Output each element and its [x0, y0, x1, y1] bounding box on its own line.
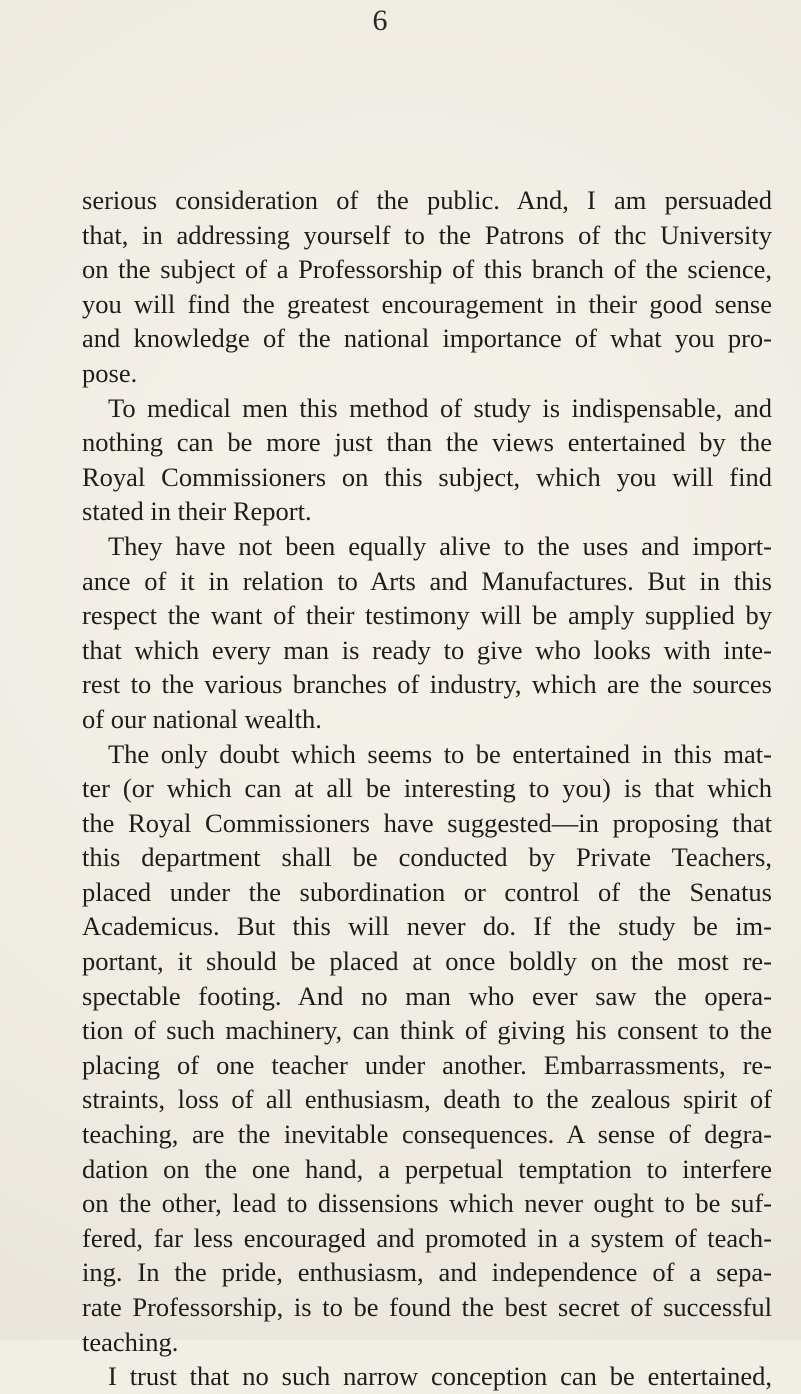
- text-line: ing. In the pride, enthusiasm, and independence of a sepa-: [82, 1257, 772, 1288]
- text-line: straints, loss of all enthusiasm, death to the zealous spirit of: [82, 1084, 772, 1115]
- text-line: To medical men this method of study is indispensable, and: [108, 392, 772, 423]
- text-line: respect the want of their testimony will be amply supplied by: [82, 600, 772, 631]
- text-line: nothing can be more just than the views entertained by the: [82, 427, 772, 458]
- text-line: teaching, are the inevitable consequences. A sense of degra-: [82, 1119, 772, 1150]
- text-line: rate Professorship, is to be found the best secret of successful: [82, 1292, 772, 1322]
- text-line: portant, it should be placed at once boldly on the most re-: [82, 946, 772, 977]
- text-line: the Royal Commissioners have suggested—in proposing that: [82, 807, 772, 838]
- text-line: stated in their Report.: [82, 496, 312, 527]
- text-line: that, in addressing yourself to the Patrons of thc University: [82, 219, 772, 250]
- text-line: teaching.: [82, 1326, 179, 1357]
- text-line: placing of one teacher under another. Embarrassments, re-: [82, 1049, 772, 1080]
- text-line: you will find the greatest encouragement in their good sense: [82, 288, 772, 319]
- text-line: on the other, lead to dissensions which never ought to be suf-: [82, 1188, 772, 1219]
- body-text: [82, 183, 772, 1394]
- text-line: dation on the one hand, a perpetual temptation to interfere: [82, 1153, 772, 1184]
- text-line: They have not been equally alive to the uses and import-: [108, 530, 772, 561]
- text-line: of our national wealth.: [82, 703, 322, 734]
- text-line: that which every man is ready to give who looks with inte-: [82, 634, 772, 665]
- text-line: this department shall be conducted by Private Teachers,: [82, 842, 772, 873]
- text-line: rest to the various branches of industry, which are the sources: [82, 669, 772, 700]
- page-number: 6: [372, 4, 388, 37]
- text-line: spectable footing. And no man who ever saw the opera-: [82, 980, 772, 1011]
- text-line: fered, far less encouraged and promoted in a system of teach-: [82, 1222, 772, 1253]
- text-line: I trust that no such narrow conception can be entertained,: [108, 1361, 772, 1392]
- text-line: The only doubt which seems to be entertained in this mat-: [108, 738, 772, 769]
- text-line: tion of such machinery, can think of giving his consent to the: [82, 1015, 772, 1046]
- text-line: Academicus. But this will never do. If the study be im-: [82, 911, 772, 942]
- text-line: on the subject of a Professorship of this branch of the science,: [82, 254, 772, 285]
- text-line: ter (or which can at all be interesting to you) is that which: [82, 773, 772, 804]
- text-line: ance of it in relation to Arts and Manufactures. But in this: [82, 565, 772, 596]
- text-line: serious consideration of the public. And, I am persuaded: [82, 185, 772, 215]
- text-line: pose.: [82, 357, 138, 388]
- text-line: and knowledge of the national importance of what you pro-: [82, 323, 772, 354]
- text-line: Royal Commissioners on this subject, which you will find: [82, 461, 772, 492]
- text-line: placed under the subordination or control of the Senatus: [82, 876, 772, 907]
